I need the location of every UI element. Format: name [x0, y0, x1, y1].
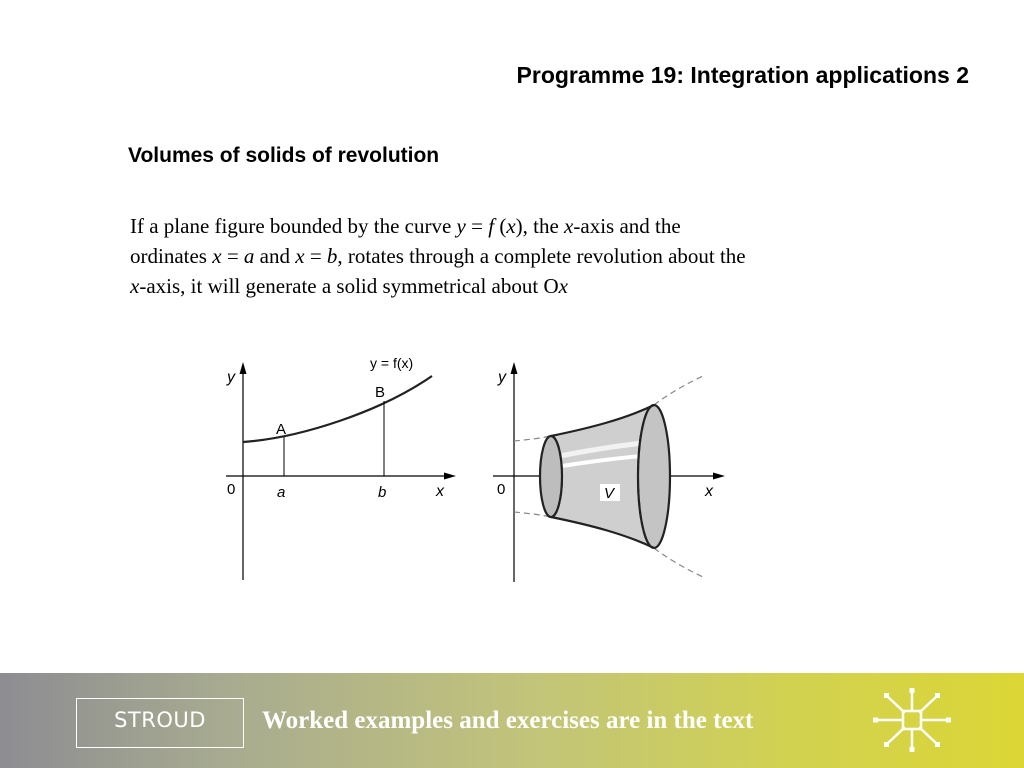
text-run: = [304, 244, 327, 268]
text-run: = [465, 214, 489, 238]
curve-extension-top-right [654, 376, 703, 405]
volume-label: V [604, 485, 615, 502]
math-var: x [212, 244, 222, 268]
curve-extension-bottom-right [654, 548, 703, 577]
y-axis-arrow [511, 362, 518, 374]
area-under-curve-figure [226, 355, 456, 580]
x-axis-arrow [713, 473, 725, 480]
y-axis-arrow [240, 362, 247, 374]
origin-label: 0 [227, 481, 236, 498]
curve-y-fx [243, 376, 432, 442]
math-var: a [243, 244, 255, 268]
math-var: x [130, 274, 140, 298]
y-axis-label: y [227, 369, 235, 386]
math-var: b [326, 244, 338, 268]
text-run: = [221, 244, 244, 268]
x-axis-label: x [436, 483, 444, 500]
logo-text: STROUD [114, 708, 206, 732]
section-heading: Volumes of solids of revolution [128, 144, 440, 167]
math-var: x [295, 244, 305, 268]
y-axis-label: y [498, 369, 506, 386]
solid-of-revolution-figure [493, 362, 725, 582]
text-run: -axis, it will generate a solid symmetrical about O [139, 274, 559, 298]
math-var: y [456, 214, 466, 238]
footer-note: Worked examples and exercises are in the text [262, 707, 754, 734]
tick-b-label: b [378, 484, 387, 501]
footer-bar [0, 673, 1024, 768]
network-icon [868, 685, 956, 757]
tick-a-label: a [277, 484, 286, 501]
text-run: -axis and the [573, 214, 681, 238]
point-b-label: B [375, 384, 386, 401]
x-axis-arrow [444, 473, 456, 480]
text-run: ), the [515, 214, 565, 238]
stroud-logo [76, 698, 244, 748]
text-run: If a plane figure bounded by the curve [130, 214, 457, 238]
point-a-label: A [276, 421, 287, 438]
math-var: x [506, 214, 516, 238]
math-var: x [558, 274, 568, 298]
math-var: x [564, 214, 574, 238]
text-run: ordinates [130, 244, 213, 268]
text-run: and [254, 244, 296, 268]
text-run: , rotates through a complete revolution about the [337, 244, 746, 268]
x-axis-label: x [705, 483, 713, 500]
curve-label: y = f(x) [370, 355, 414, 371]
math-var: f [488, 214, 495, 238]
text-run: ( [494, 214, 507, 238]
page-title: Programme 19: Integration applications 2 [516, 62, 969, 88]
origin-label: 0 [497, 481, 506, 498]
